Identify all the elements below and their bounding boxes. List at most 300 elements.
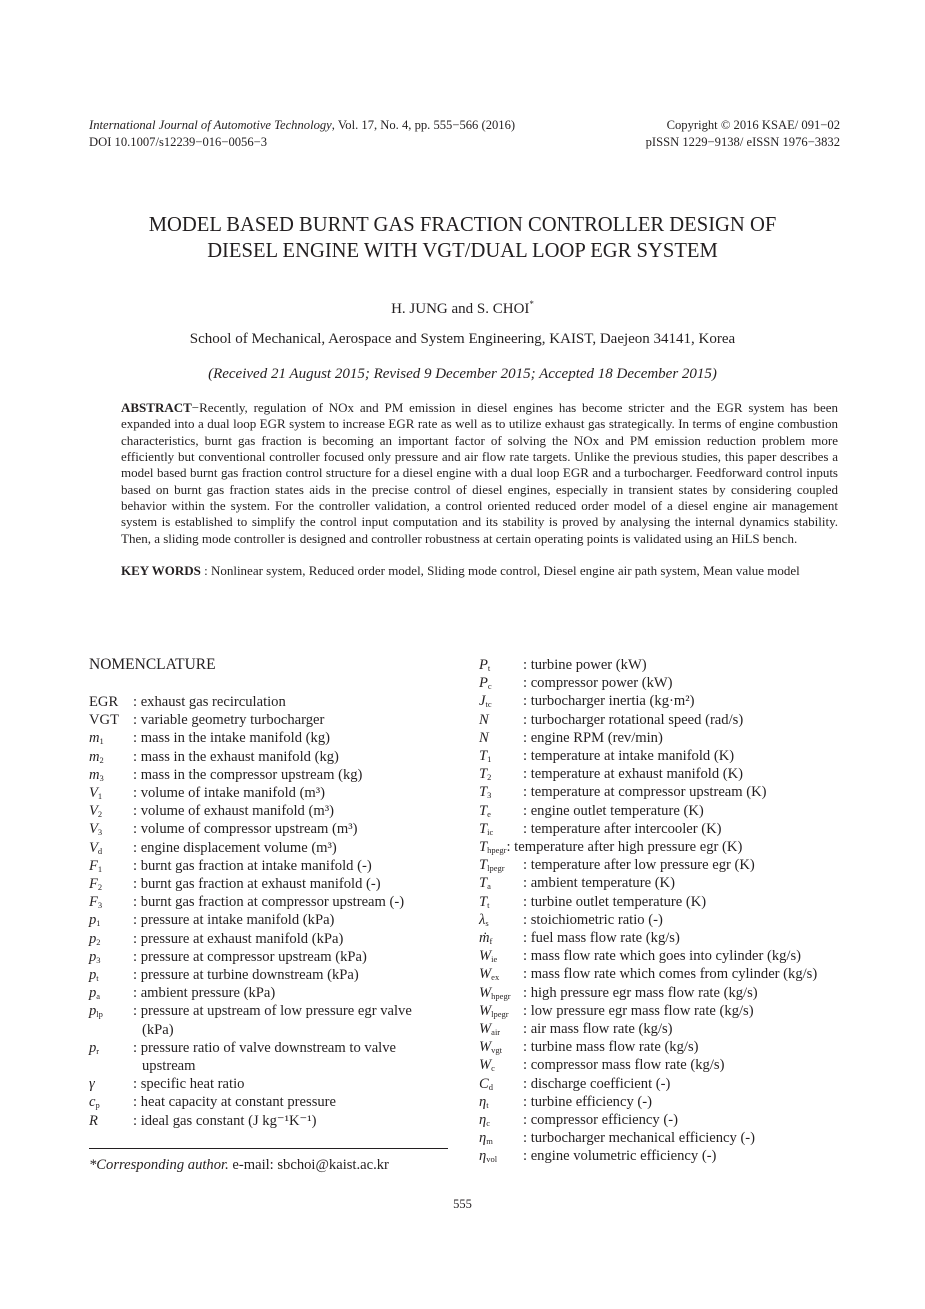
citation-line: [89, 117, 515, 134]
nomenclature-symbol: [89, 893, 133, 911]
symbol-letter: p: [89, 1039, 97, 1056]
nomenclature-definition: [133, 1093, 449, 1111]
nomenclature-symbol: [479, 783, 523, 801]
nomenclature-entry: [479, 711, 859, 729]
nomenclature-entry: [479, 747, 859, 765]
nomenclature-symbol: [479, 820, 523, 838]
nomenclature-entry: [479, 674, 859, 692]
symbol-subscript: a: [96, 991, 101, 1002]
symbol-letter: η: [479, 1093, 487, 1110]
symbol-subscript: 3: [97, 900, 103, 911]
nomenclature-definition: [523, 1111, 859, 1129]
abstract-text: −Recently, regulation of NOx and PM emission in diesel engines has become stricter and the EGR system has been expanded into a dual loop EGR system to increase EGR rate as well as to utilize exhaust gas strategically. In terms of engine combustion characteristics, burnt gas fraction is becoming an important factor of solving the NOx and PM emission reduction problem more efficiently but conventional controller focused only pressure and air flow rate targets. Unlike the previous studies, this paper describes a model based burnt gas fraction control structure for a diesel engine with a dual loop EGR and a turbocharger. Feedforward control inputs based on burnt gas fraction states aids in the precise control of diesel engines, especially in transient states by considering coupled behavior within the system. For the controller validation, a control oriented reduced order model of a diesel engine air management system is established to simplify the control input computation and its stability is proved by analysing the internal dynamics stability. Then, a sliding mode controller is designed and controller robustness at certain operating points is validated using an HiLS bench.: [121, 400, 838, 546]
symbol-subscript: lp: [96, 1009, 103, 1020]
definition-text: : burnt gas fraction at intake manifold (-): [133, 857, 372, 874]
symbol-subscript: 3: [96, 954, 101, 965]
nomenclature-entry: [89, 729, 449, 747]
symbol-letter: T: [479, 839, 488, 856]
symbol-letter: m: [89, 748, 100, 765]
symbol-letter: W: [479, 948, 492, 965]
definition-text: : burnt gas fraction at compressor upstream (-): [133, 894, 405, 911]
nomenclature-definition: [523, 820, 859, 838]
definition-text: : pressure at turbine downstream (kPa): [133, 967, 359, 984]
nomenclature-entry: [479, 1147, 859, 1165]
symbol-subscript: s: [485, 917, 489, 928]
nomenclature-definition: [523, 1020, 859, 1038]
keywords: [121, 563, 838, 579]
nomenclature-entry: [89, 1112, 449, 1130]
nomenclature-definition: [523, 1093, 859, 1111]
definition-text: : mass in the exhaust manifold (kg): [133, 748, 339, 765]
nomenclature-definition: [133, 930, 449, 948]
symbol-subscript: c: [487, 681, 492, 692]
nomenclature-symbol: [89, 1039, 133, 1075]
nomenclature-symbol: [479, 1093, 523, 1111]
nomenclature-entry: [89, 820, 449, 838]
symbol-letter: F: [89, 894, 98, 911]
nomenclature-symbol: [89, 984, 133, 1002]
nomenclature-definition: [133, 966, 449, 984]
symbol-subscript: hpegr: [491, 990, 511, 1001]
definition-text: : volume of compressor upstream (m³): [133, 821, 358, 838]
nomenclature-definition: [523, 947, 859, 965]
symbol-subscript: ie: [491, 954, 498, 965]
symbol-letter: p: [89, 930, 97, 947]
symbol-letter: m: [89, 766, 100, 783]
symbol-subscript: 1: [97, 863, 103, 874]
nomenclature-definition: [506, 838, 859, 856]
nomenclature-symbol: [479, 802, 523, 820]
author-names: H. JUNG and S. CHOI: [391, 301, 530, 317]
nomenclature-entry: [479, 1075, 859, 1093]
definition-text: : air mass flow rate (kg/s): [523, 1021, 673, 1038]
nomenclature-definition: [133, 820, 449, 838]
nomenclature-symbol: [479, 1056, 523, 1074]
nomenclature-definition: [523, 783, 859, 801]
nomenclature-symbol: [479, 729, 523, 747]
nomenclature-symbol: [89, 748, 133, 766]
symbol-subscript: lpegr: [491, 1008, 509, 1019]
nomenclature-entry: [89, 711, 449, 729]
nomenclature-definition: [523, 1002, 859, 1020]
corresponding-mark: *: [529, 299, 534, 309]
nomenclature-symbol: [89, 1075, 133, 1093]
doi: DOI 10.1007/s12239−016−0056−3: [89, 135, 268, 149]
symbol-subscript: c: [491, 1063, 495, 1074]
nomenclature-symbol: [479, 1129, 523, 1147]
definition-text: : turbine outlet temperature (K): [523, 893, 707, 910]
symbol-subscript: t: [487, 899, 490, 910]
nomenclature-entry: [89, 784, 449, 802]
symbol-letter: η: [479, 1130, 487, 1147]
nomenclature-definition: [133, 1002, 449, 1038]
nomenclature-entry: [89, 1002, 449, 1038]
symbol-subscript: t: [486, 1099, 489, 1110]
definition-text: : ambient temperature (K): [523, 875, 675, 892]
definition-text: : high pressure egr mass flow rate (kg/s): [523, 984, 758, 1001]
title-line-2: DIESEL ENGINE WITH VGT/DUAL LOOP EGR SYSTEM: [207, 240, 718, 262]
definition-text: : pressure at upstream of low pressure egr valve: [133, 1003, 412, 1020]
symbol-letter: γ: [89, 1076, 95, 1093]
nomenclature-definition: [523, 692, 859, 710]
nomenclature-entry: [89, 893, 449, 911]
nomenclature-definition: [133, 1112, 449, 1130]
nomenclature-definition: [133, 1075, 449, 1093]
copyright-header: [646, 117, 840, 151]
nomenclature-symbol: [479, 1147, 523, 1165]
nomenclature-entry: [479, 1111, 859, 1129]
nomenclature-definition: [523, 747, 859, 765]
nomenclature-definition: [523, 1056, 859, 1074]
symbol-subscript: 2: [97, 809, 103, 820]
definition-text: : low pressure egr mass flow rate (kg/s): [523, 1002, 754, 1019]
definition-continuation: upstream: [142, 1058, 196, 1075]
nomenclature-entry: [479, 729, 859, 747]
symbol-subscript: t: [96, 973, 99, 984]
symbol-subscript: a: [487, 881, 491, 892]
nomenclature-symbol: [479, 692, 523, 710]
nomenclature-symbol: [479, 1038, 523, 1056]
nomenclature-symbol: [479, 984, 523, 1002]
nomenclature-symbol: [89, 766, 133, 784]
nomenclature-symbol: [89, 802, 133, 820]
symbol-letter: N: [479, 711, 489, 728]
symbol-letter: V: [89, 785, 98, 802]
nomenclature-symbol: [89, 930, 133, 948]
nomenclature-entry: [479, 856, 859, 874]
nomenclature-symbol: [479, 1075, 523, 1093]
nomenclature-definition: [133, 1039, 449, 1075]
symbol-letter: η: [479, 1112, 487, 1129]
nomenclature-symbol: [479, 747, 523, 765]
definition-text: : temperature at exhaust manifold (K): [523, 766, 744, 783]
nomenclature-entry: [89, 857, 449, 875]
nomenclature-symbol: [479, 765, 523, 783]
symbol-subscript: 1: [96, 918, 101, 929]
symbol-letter: W: [479, 1057, 492, 1074]
symbol-letter: P: [479, 657, 488, 673]
nomenclature-definition: [523, 674, 859, 692]
nomenclature-right-column: [479, 656, 859, 1166]
definition-text: : discharge coefficient (-): [523, 1075, 671, 1092]
definition-text: : ideal gas constant (J kg⁻¹K⁻¹): [133, 1112, 317, 1129]
nomenclature-entry: [479, 656, 859, 674]
nomenclature-definition: [133, 839, 449, 857]
symbol-subscript: m: [486, 1136, 493, 1147]
nomenclature-entry: [479, 1020, 859, 1038]
symbol-letter: N: [479, 729, 489, 746]
symbol-letter: F: [89, 857, 98, 874]
symbol-subscript: 1: [97, 791, 103, 802]
nomenclature-symbol: [479, 1111, 523, 1129]
definition-text: : compressor mass flow rate (kg/s): [523, 1057, 725, 1074]
symbol-subscript: d: [488, 1081, 493, 1092]
nomenclature-definition: [133, 711, 449, 729]
symbol-letter: V: [89, 839, 98, 856]
nomenclature-entry: [479, 838, 859, 856]
symbol-letter: p: [89, 985, 97, 1002]
affiliation: School of Mechanical, Aerospace and System Engineering, KAIST, Daejeon 34141, Korea: [189, 331, 736, 347]
nomenclature-definition: [133, 948, 449, 966]
symbol-letter: T: [479, 766, 488, 783]
nomenclature-symbol: [479, 911, 523, 929]
nomenclature-definition: [133, 693, 449, 711]
nomenclature-definition: [523, 1075, 859, 1093]
symbol-subscript: e: [487, 808, 491, 819]
journal-name: International Journal of Automotive Technology: [89, 118, 332, 132]
nomenclature-symbol: [479, 674, 523, 692]
nomenclature-entry: [89, 966, 449, 984]
definition-text: : temperature at intake manifold (K): [523, 748, 735, 765]
nomenclature-entry: [89, 766, 449, 784]
definition-text: : temperature at compressor upstream (K): [523, 784, 767, 801]
symbol-letter: V: [89, 821, 98, 838]
definition-text: : engine outlet temperature (K): [523, 802, 704, 819]
symbol-letter: V: [89, 803, 98, 820]
definition-text: : turbine efficiency (-): [523, 1093, 652, 1110]
nomenclature-definition: [133, 748, 449, 766]
definition-text: : pressure at exhaust manifold (kPa): [133, 930, 344, 947]
symbol-letter: T: [479, 784, 488, 801]
definition-text: : turbocharger inertia (kg·m²): [523, 693, 695, 710]
symbol-letter: VGT: [89, 712, 119, 729]
symbol-subscript: lpegr: [487, 863, 505, 874]
nomenclature-symbol: [479, 874, 523, 892]
symbol-subscript: c: [486, 1118, 491, 1129]
symbol-subscript: 3: [487, 790, 492, 801]
footnote-divider: [89, 1148, 448, 1149]
symbol-letter: EGR: [89, 694, 119, 710]
nomenclature-symbol: [89, 911, 133, 929]
symbol-letter: p: [89, 967, 97, 984]
nomenclature-definition: [133, 893, 449, 911]
symbol-subscript: 1: [99, 736, 104, 747]
nomenclature-symbol: [479, 856, 523, 874]
nomenclature-definition: [523, 965, 859, 983]
definition-text: : pressure ratio of valve downstream to valve: [133, 1039, 397, 1056]
symbol-letter: c: [89, 1094, 96, 1111]
definition-text: : turbocharger mechanical efficiency (-): [523, 1130, 756, 1147]
nomenclature-entry: [479, 802, 859, 820]
definition-text: : ambient pressure (kPa): [133, 985, 276, 1002]
definition-text: : temperature after intercooler (K): [523, 820, 722, 837]
symbol-letter: F: [89, 876, 98, 893]
nomenclature-entry: [89, 839, 449, 857]
symbol-letter: T: [479, 857, 488, 874]
nomenclature-entry: [89, 1093, 449, 1111]
symbol-subscript: 2: [96, 936, 101, 947]
definition-text: : fuel mass flow rate (kg/s): [523, 930, 680, 947]
nomenclature-entry: [89, 930, 449, 948]
nomenclature-entry: [479, 984, 859, 1002]
nomenclature-entry: [479, 947, 859, 965]
journal-header: [89, 117, 515, 151]
nomenclature-entry: [479, 965, 859, 983]
nomenclature-definition: [133, 784, 449, 802]
nomenclature-entry: [479, 783, 859, 801]
nomenclature-symbol: [89, 1112, 133, 1130]
symbol-subscript: air: [491, 1027, 501, 1038]
definition-text: : engine RPM (rev/min): [523, 729, 663, 746]
definition-text: : pressure at intake manifold (kPa): [133, 912, 335, 929]
symbol-subscript: 3: [99, 772, 104, 783]
nomenclature-symbol: [89, 966, 133, 984]
nomenclature-definition: [133, 729, 449, 747]
nomenclature-symbol: [479, 1002, 523, 1020]
symbol-letter: m: [89, 730, 100, 747]
nomenclature-definition: [133, 911, 449, 929]
symbol-letter: T: [479, 875, 488, 892]
symbol-subscript: 3: [97, 827, 103, 838]
nomenclature-definition: [133, 766, 449, 784]
definition-text: : volume of exhaust manifold (m³): [133, 803, 334, 820]
definition-text: : mass flow rate which goes into cylinder (kg/s): [523, 948, 802, 965]
nomenclature-symbol: [479, 965, 523, 983]
nomenclature-entry: [89, 693, 449, 711]
nomenclature-entry: [89, 1039, 449, 1075]
symbol-letter: W: [479, 984, 492, 1001]
abstract-section: [121, 400, 838, 579]
symbol-subscript: vol: [486, 1154, 498, 1165]
symbol-letter: W: [479, 1021, 492, 1038]
nomenclature-symbol: [89, 729, 133, 747]
symbol-subscript: hpegr: [487, 845, 507, 856]
symbol-letter: T: [479, 802, 488, 819]
nomenclature-entry: [479, 1093, 859, 1111]
nomenclature-entry: [89, 875, 449, 893]
nomenclature-symbol: [89, 693, 133, 711]
nomenclature-definition: [523, 874, 859, 892]
definition-text: : pressure at compressor upstream (kPa): [133, 948, 367, 965]
nomenclature-entry: [479, 692, 859, 710]
nomenclature-entry: [479, 1038, 859, 1056]
definition-text: : burnt gas fraction at exhaust manifold (-): [133, 876, 381, 893]
definition-text: : engine volumetric efficiency (-): [523, 1148, 717, 1165]
symbol-subscript: t: [487, 663, 491, 673]
nomenclature-entry: [479, 911, 859, 929]
symbol-subscript: 2: [97, 882, 103, 893]
definition-text: : mass in the compressor upstream (kg): [133, 766, 363, 783]
left-column-block: [89, 693, 449, 1174]
nomenclature-symbol: [89, 711, 133, 729]
footnote-email: e-mail: sbchoi@kaist.ac.kr: [228, 1156, 389, 1173]
nomenclature-entry: [479, 1002, 859, 1020]
symbol-subscript: ex: [491, 972, 500, 983]
abstract-label: ABSTRACT: [121, 400, 192, 415]
symbol-letter: T: [479, 893, 488, 910]
nomenclature-symbol: [479, 929, 523, 947]
nomenclature-definition: [523, 893, 859, 911]
nomenclature-definition: [133, 984, 449, 1002]
definition-text: : engine displacement volume (m³): [133, 839, 337, 856]
nomenclature-entry: [479, 820, 859, 838]
symbol-subscript: d: [97, 845, 103, 856]
nomenclature-symbol: [89, 784, 133, 802]
nomenclature-definition: [523, 729, 859, 747]
symbol-subscript: p: [95, 1100, 100, 1111]
footnote-label: *Corresponding author.: [89, 1156, 229, 1173]
definition-text: : temperature after high pressure egr (K): [506, 839, 743, 856]
definition-text: : exhaust gas recirculation: [133, 694, 286, 710]
nomenclature-heading: NOMENCLATURE: [89, 656, 216, 673]
issn: pISSN 1229−9138/ eISSN 1976−3832: [645, 135, 840, 149]
nomenclature-definition: [523, 765, 859, 783]
nomenclature-entry: [479, 929, 859, 947]
nomenclature-entry: [479, 874, 859, 892]
definition-text: : compressor efficiency (-): [523, 1112, 678, 1129]
nomenclature-entry: [89, 1075, 449, 1093]
definition-text: : volume of intake manifold (m³): [133, 785, 326, 802]
paper-title: [0, 212, 925, 264]
definition-text: : turbine mass flow rate (kg/s): [523, 1039, 699, 1056]
keywords-label: KEY WORDS: [121, 563, 201, 579]
nomenclature-symbol: [89, 948, 133, 966]
nomenclature-symbol: [479, 947, 523, 965]
definition-text: : stoichiometric ratio (-): [523, 911, 663, 928]
nomenclature-definition: [523, 856, 859, 874]
definition-text: : temperature after low pressure egr (K): [523, 857, 755, 874]
nomenclature-entry: [89, 748, 449, 766]
page-number: 555: [453, 1197, 472, 1211]
nomenclature-definition: [133, 875, 449, 893]
definition-text: : specific heat ratio: [133, 1076, 245, 1093]
symbol-letter: λ: [479, 911, 486, 928]
definition-text: : compressor power (kW): [523, 675, 673, 692]
nomenclature-entry: [89, 948, 449, 966]
symbol-letter: W: [479, 1039, 492, 1056]
symbol-letter: J: [479, 693, 486, 710]
definition-text: : turbine power (kW): [523, 657, 647, 673]
symbol-subscript: tc: [485, 699, 492, 710]
nomenclature-definition: [523, 1147, 859, 1165]
symbol-subscript: vgt: [491, 1045, 503, 1056]
symbol-letter: C: [479, 1075, 489, 1092]
keywords-text: : Nonlinear system, Reduced order model, Sliding mode control, Diesel engine air path system, Mean value model: [200, 563, 800, 579]
symbol-letter: p: [89, 912, 97, 929]
nomenclature-symbol: [479, 711, 523, 729]
symbol-subscript: 2: [99, 754, 104, 765]
symbol-letter: p: [89, 1003, 97, 1020]
title-line-1: MODEL BASED BURNT GAS FRACTION CONTROLLER DESIGN OF: [148, 214, 777, 236]
nomenclature-entry: [89, 911, 449, 929]
nomenclature-symbol: [479, 1020, 523, 1038]
nomenclature-definition: [523, 911, 859, 929]
nomenclature-left-column: [89, 693, 449, 1130]
nomenclature-entry: [479, 1129, 859, 1147]
symbol-subscript: 2: [487, 772, 492, 783]
nomenclature-symbol: [89, 857, 133, 875]
nomenclature-definition: [523, 802, 859, 820]
symbol-letter: W: [479, 1002, 492, 1019]
received-dates: (Received 21 August 2015; Revised 9 December 2015; Accepted 18 December 2015): [208, 366, 717, 382]
symbol-letter: T: [479, 820, 488, 837]
symbol-subscript: 1: [487, 754, 492, 765]
copyright: Copyright © 2016 KSAE/ 091−02: [666, 118, 840, 132]
nomenclature-definition: [523, 929, 859, 947]
symbol-letter: P: [479, 675, 488, 692]
nomenclature-symbol: [89, 1093, 133, 1111]
definition-text: : mass in the intake manifold (kg): [133, 730, 330, 747]
definition-text: : heat capacity at constant pressure: [133, 1094, 337, 1111]
nomenclature-symbol: [479, 838, 506, 856]
symbol-subscript: ic: [487, 826, 494, 837]
symbol-letter: R: [89, 1112, 98, 1129]
nomenclature-definition: [523, 711, 859, 729]
symbol-letter: η: [479, 1148, 487, 1165]
nomenclature-symbol: [479, 893, 523, 911]
definition-text: : turbocharger rotational speed (rad/s): [523, 711, 744, 728]
definition-text: : variable geometry turbocharger: [133, 712, 325, 729]
